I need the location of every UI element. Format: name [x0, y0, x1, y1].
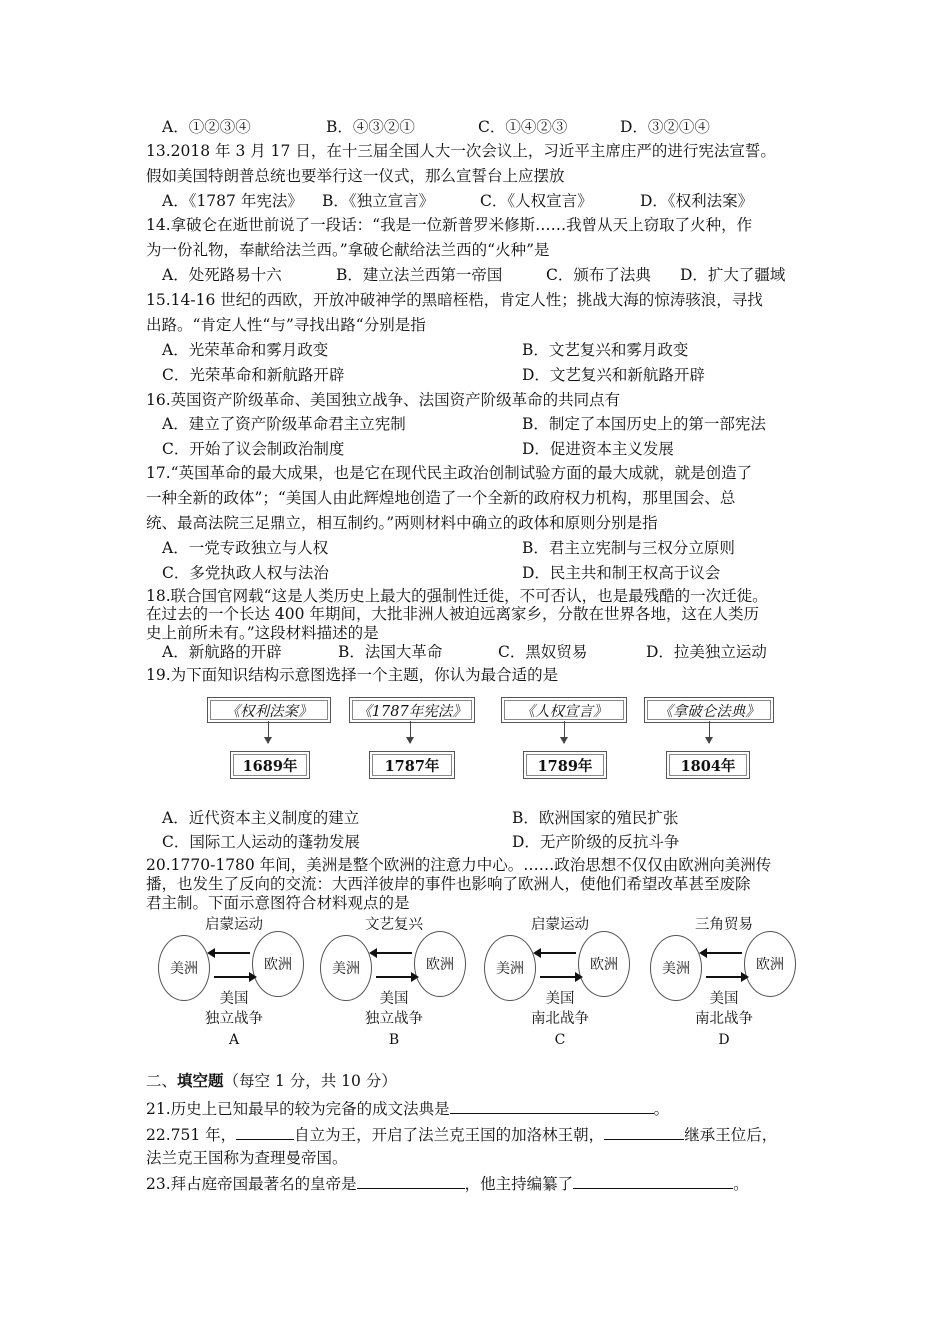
- year-box-1804: 1804年: [666, 751, 750, 779]
- q13-stem-line2: 假如美国特朗普总统也要举行这一仪式，那么宣誓台上应摆放: [146, 167, 565, 185]
- doc-box-declaration-rights-of-man: 《人权宣言》: [501, 697, 627, 723]
- q23-answer-blank-1[interactable]: [357, 1172, 465, 1189]
- year-box-1789: 1789年: [523, 751, 607, 779]
- q15-option-c: C．光荣革命和新航路开辟: [162, 366, 345, 384]
- diagram-bottom-label-2: 独立战争: [205, 1011, 263, 1027]
- diagram-bottom-label-1: 美国: [545, 991, 575, 1007]
- q18-option-a: A．新航路的开辟: [162, 643, 282, 661]
- q18-stem-line1: 18.联合国官网载“这是人类历史上最大的强制性迁徙，不可否认，也是最残酷的一次迁徙。: [146, 587, 768, 605]
- q22-answer-blank-1[interactable]: [236, 1123, 294, 1140]
- q14-option-a: A．处死路易十六: [162, 266, 282, 284]
- q20-stem-line3: 君主制。下面示意图符合材料观点的是: [146, 894, 410, 912]
- europe-circle: 欧洲: [744, 931, 796, 997]
- diagram-top-label: 启蒙运动: [205, 917, 263, 933]
- arrow-down-icon: [709, 721, 710, 743]
- diagram-bottom-label-2: 独立战争: [365, 1011, 423, 1027]
- arrow-left-icon: [540, 952, 576, 954]
- q20-diagram-b: [314, 913, 474, 1048]
- arrow-down-icon: [410, 721, 411, 743]
- q17-stem-line3: 统、最高法院三足鼎立，相互制约。”两则材料中确立的政体和原则分别是指: [146, 514, 658, 532]
- q17-option-c: C．多党执政人权与法治: [162, 564, 329, 582]
- q20-stem-line1: 20.1770-1780 年间，美洲是整个欧洲的注意力中心。……政治思想不仅仅由欧洲向美洲传: [146, 856, 772, 874]
- q12-option-b: B．④③②①: [326, 118, 415, 136]
- q18-option-d: D．拉美独立运动: [646, 643, 767, 661]
- q17-option-b: B．君主立宪制与三权分立原则: [522, 539, 735, 557]
- q15-option-b: B．文艺复兴和雾月政变: [522, 341, 689, 359]
- q17-option-a: A．一党专政独立与人权: [162, 539, 329, 557]
- section-heading: [146, 1071, 397, 1091]
- diagram-top-label: 三角贸易: [695, 917, 753, 933]
- diagram-bottom-label-2: 南北战争: [695, 1011, 753, 1027]
- arrow-right-icon: [214, 976, 250, 978]
- q22-part3: 继承王位后，: [684, 1126, 778, 1144]
- section-title: 填空题: [177, 1071, 224, 1090]
- q20-diagram-a: [154, 913, 314, 1048]
- q15-stem-line1: 15.14-16 世纪的西欧，开放冲破神学的黑暗桎梏，肯定人性；挑战大海的惊涛骇浪，寻找: [146, 291, 763, 309]
- diagram-letter: B: [388, 1032, 400, 1048]
- arrow-down-icon: [268, 721, 269, 743]
- q14-stem-line1: 14.拿破仑在逝世前说了一段话：“我是一位新普罗米修斯……我曾从天上窃取了火种，作: [146, 216, 753, 234]
- q17-option-d: D．民主共和制王权高于议会: [522, 564, 721, 582]
- diagram-top-label: 文艺复兴: [365, 917, 423, 933]
- q19-stem-line1: 19.为下面知识结构示意图选择一个主题，你认为最合适的是: [146, 666, 559, 684]
- arrow-down-icon: [564, 721, 565, 743]
- q12-option-a: A．①②③④: [162, 118, 251, 136]
- americas-circle: 美洲: [650, 935, 702, 1001]
- q14-stem-line2: 为一份礼物，奉献给法兰西。”拿破仑献给法兰西的“火种”是: [146, 241, 550, 259]
- q15-option-d: D．文艺复兴和新航路开辟: [522, 366, 705, 384]
- europe-circle: 欧洲: [414, 931, 466, 997]
- q23-answer-blank-2[interactable]: [573, 1172, 733, 1189]
- q13-option-a: A．《1787 年宪法》: [162, 192, 303, 210]
- americas-circle: 美洲: [320, 935, 372, 1001]
- diagram-bottom-label-1: 美国: [379, 991, 409, 1007]
- diagram-letter: D: [718, 1032, 730, 1048]
- diagram-letter: A: [228, 1032, 240, 1048]
- q12-option-c: C．①④②③: [478, 118, 568, 136]
- q19-option-c: C．国际工人运动的蓬勃发展: [162, 833, 360, 851]
- diagram-bottom-label-2: 南北战争: [531, 1011, 589, 1027]
- q18-option-b: B．法国大革命: [338, 643, 443, 661]
- q15-stem-line2: 出路。“肯定人性“与”寻找出路“分别是指: [146, 316, 426, 334]
- diagram-bottom-label-1: 美国: [709, 991, 739, 1007]
- q23-part1: 23.拜占庭帝国最著名的皇帝是: [146, 1175, 357, 1193]
- europe-circle: 欧洲: [578, 931, 630, 997]
- q19-option-d: D．无产阶级的反抗斗争: [512, 833, 680, 851]
- q20-stem-line2: 播，也发生了反向的交流：大西洋彼岸的事件也影响了欧洲人，使他们希望改革甚至废除: [146, 875, 751, 893]
- q14-option-b: B．建立法兰西第一帝国: [336, 266, 503, 284]
- q23-line: [146, 1172, 749, 1194]
- q16-stem-line1: 16.英国资产阶级革命、美国独立战争、法国资产阶级革命的共同点有: [146, 391, 621, 409]
- q18-stem-line3: 史上前所未有。”这段材料描述的是: [146, 624, 379, 642]
- year-box-1787: 1787年: [369, 751, 455, 779]
- year-box-1689: 1689年: [230, 751, 310, 779]
- q21-answer-blank[interactable]: [450, 1097, 654, 1114]
- q15-option-a: A．光荣革命和雾月政变: [162, 341, 329, 359]
- q13-option-c: C．《人权宣言》: [480, 192, 593, 210]
- americas-circle: 美洲: [484, 935, 536, 1001]
- q17-stem-line1: 17.“英国革命的最大成果，也是它在现代民主政治创制试验方面的最大成就，就是创造了: [146, 464, 753, 482]
- diagram-letter: C: [554, 1032, 566, 1048]
- q19-option-a: A．近代资本主义制度的建立: [162, 809, 360, 827]
- q14-option-c: C．颁布了法典: [546, 266, 651, 284]
- q12-option-d: D．③②①④: [620, 118, 710, 136]
- doc-box-bill-of-rights: 《权利法案》: [207, 697, 331, 723]
- q22-line2: 法兰克王国称为查理曼帝国。: [146, 1149, 348, 1167]
- arrow-left-icon: [214, 952, 250, 954]
- q18-option-c: C．黑奴贸易: [498, 643, 588, 661]
- q18-stem-line2: 在过去的一个长达 400 年期间，大批非洲人被迫远离家乡，分散在世界各地，这在人类历: [146, 605, 759, 623]
- q17-stem-line2: 一种全新的政体”；“美国人由此辉煌地创造了一个全新的政府权力机构，那里国会、总: [146, 489, 736, 507]
- q16-option-c: C．开始了议会制政治制度: [162, 440, 345, 458]
- q22-part2: 自立为王，开启了法兰克王国的加洛林王朝，: [294, 1126, 605, 1144]
- q13-stem-line1: 13.2018 年 3 月 17 日，在十三届全国人大一次会议上，习近平主席庄严的进行宪法宣誓。: [146, 142, 776, 160]
- europe-circle: 欧洲: [252, 931, 304, 997]
- diagram-bottom-label-1: 美国: [219, 991, 249, 1007]
- q22-line1: [146, 1123, 777, 1145]
- arrow-right-icon: [706, 976, 742, 978]
- q16-option-b: B．制定了本国历史上的第一部宪法: [522, 415, 766, 433]
- section-prefix: 二、: [146, 1072, 178, 1090]
- q21-line: [146, 1097, 669, 1119]
- q16-option-a: A．建立了资产阶级革命君主立宪制: [162, 415, 406, 433]
- q20-diagram-d: [644, 913, 804, 1048]
- section-note: （每空 1 分，共 10 分）: [223, 1072, 397, 1090]
- doc-box-napoleonic-code: 《拿破仑法典》: [644, 697, 774, 723]
- q16-option-d: D．促进资本主义发展: [522, 440, 674, 458]
- q21-text: 21.历史上已知最早的较为完备的成文法典是: [146, 1100, 450, 1118]
- q13-option-d: D．《权利法案》: [640, 192, 754, 210]
- q22-part1: 22.751 年，: [146, 1126, 237, 1144]
- americas-circle: 美洲: [158, 935, 210, 1001]
- arrow-right-icon: [540, 976, 576, 978]
- q21-end: 。: [653, 1100, 670, 1118]
- diagram-top-label: 启蒙运动: [531, 917, 589, 933]
- doc-box-1787-constitution: 《1787年宪法》: [349, 697, 475, 723]
- arrow-left-icon: [376, 952, 412, 954]
- q23-part2: ，他主持编纂了: [464, 1175, 574, 1193]
- q23-end: 。: [733, 1175, 749, 1193]
- q14-option-d: D．扩大了疆域: [680, 266, 786, 284]
- q20-diagram-c: [480, 913, 640, 1048]
- q13-option-b: B．《独立宣言》: [322, 192, 435, 210]
- arrow-right-icon: [376, 976, 412, 978]
- q22-answer-blank-2[interactable]: [604, 1123, 684, 1140]
- arrow-left-icon: [706, 952, 742, 954]
- q19-option-b: B．欧洲国家的殖民扩张: [512, 809, 679, 827]
